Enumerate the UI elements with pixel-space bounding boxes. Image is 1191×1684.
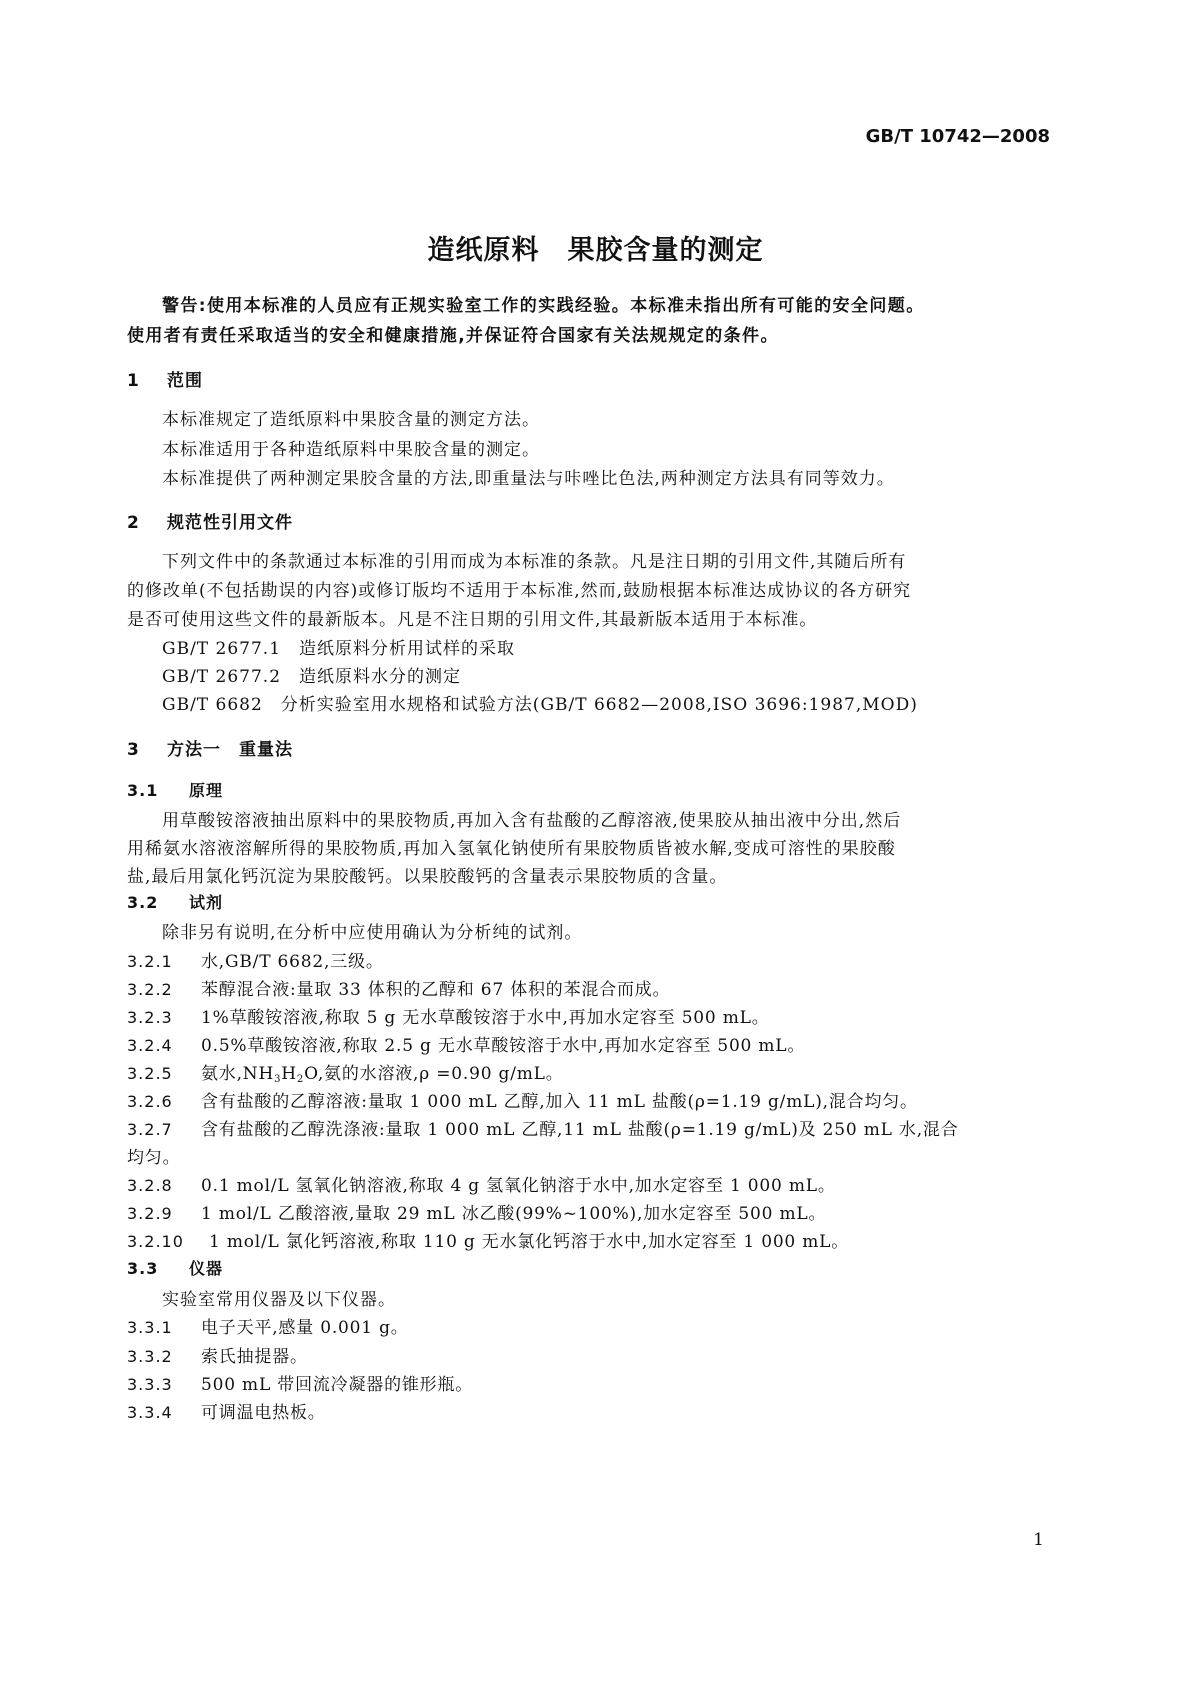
subsection-3-2-number: 3.2 xyxy=(127,893,159,912)
section-2-intro-line: 是否可使用这些文件的最新版本。凡是不注日期的引用文件,其最新版本适用于本标准。 xyxy=(127,610,818,630)
reagent-item xyxy=(127,1115,959,1140)
subsection-3-3-title: 仪器 xyxy=(189,1259,224,1278)
subsection-3-3-number: 3.3 xyxy=(127,1259,159,1278)
section-3-heading xyxy=(127,735,293,760)
section-1-para: 本标准提供了两种测定果胶含量的方法,即重量法与咔唑比色法,两种测定方法具有同等效力。 xyxy=(162,469,895,489)
reagents-intro: 除非另有说明,在分析中应使用确认为分析纯的试剂。 xyxy=(162,923,583,943)
item-text: 水,GB/T 6682,三级。 xyxy=(201,952,384,972)
subsection-3-2-heading xyxy=(127,890,223,913)
section-1-para: 本标准规定了造纸原料中果胶含量的测定方法。 xyxy=(162,410,540,430)
item-text: 1 mol/L 氯化钙溶液,称取 110 g 无水氯化钙溶于水中,加水定容至 1 000 mL。 xyxy=(209,1232,850,1252)
item-text: 电子天平,感量 0.001 g。 xyxy=(201,1318,409,1338)
item-text: 含有盐酸的乙醇洗涤液:量取 1 000 mL 乙醇,11 mL 盐酸(ρ=1.19 g/mL)及 250 mL 水,混合 xyxy=(201,1120,959,1140)
item-number: 3.2.6 xyxy=(127,1092,173,1111)
reagent-item xyxy=(127,1087,918,1112)
item-text: 苯醇混合液:量取 33 体积的乙醇和 67 体积的苯混合而成。 xyxy=(201,980,671,1000)
normative-reference: GB/T 6682 分析实验室用水规格和试验方法(GB/T 6682—2008,ISO 3696:1987,MOD) xyxy=(162,695,918,715)
warning-line-2: 使用者有责任采取适当的安全和健康措施,并保证符合国家有关法规规定的条件。 xyxy=(127,326,779,346)
reagent-item xyxy=(127,1031,805,1056)
standard-number: GB/T 10742—2008 xyxy=(865,126,1050,147)
item-text: 0.5%草酸铵溶液,称取 2.5 g 无水草酸铵溶于水中,再加水定容至 500 mL。 xyxy=(201,1036,806,1056)
subsection-3-1-heading xyxy=(127,778,223,801)
reagent-item xyxy=(127,975,670,1000)
reagent-item xyxy=(127,1227,849,1252)
principle-line: 用草酸铵溶液抽出原料中的果胶物质,再加入含有盐酸的乙醇溶液,使果胶从抽出液中分出,然后 xyxy=(162,811,902,831)
item-text: 氨水,NH xyxy=(201,1064,275,1084)
subsection-3-1-number: 3.1 xyxy=(127,781,159,800)
item-text: 索氏抽提器。 xyxy=(201,1347,308,1367)
reagent-item xyxy=(127,1059,564,1085)
subsection-3-1-title: 原理 xyxy=(189,781,224,800)
item-number: 3.2.9 xyxy=(127,1204,173,1223)
page-number: 1 xyxy=(1033,1530,1044,1550)
reagent-item-continuation: 均匀。 xyxy=(127,1148,181,1168)
item-text: 0.1 mol/L 氢氧化钠溶液,称取 4 g 氢氧化钠溶于水中,加水定容至 1 000 mL。 xyxy=(201,1176,836,1196)
item-text: O,氨的水溶液,ρ =0.90 g/mL。 xyxy=(304,1064,564,1084)
section-2-number: 2 xyxy=(127,513,140,533)
normative-reference: GB/T 2677.1 造纸原料分析用试样的采取 xyxy=(162,639,516,659)
item-number: 3.2.8 xyxy=(127,1176,173,1195)
apparatus-item xyxy=(127,1370,473,1395)
item-number: 3.3.2 xyxy=(127,1347,173,1366)
section-3-title: 方法一 重量法 xyxy=(167,740,293,760)
subsection-3-3-heading xyxy=(127,1256,223,1279)
item-text: H xyxy=(281,1064,297,1084)
item-number: 3.2.5 xyxy=(127,1064,173,1083)
section-1-para: 本标准适用于各种造纸原料中果胶含量的测定。 xyxy=(162,440,540,460)
item-text: 可调温电热板。 xyxy=(201,1403,326,1423)
section-1-heading xyxy=(127,366,203,391)
item-number: 3.2.4 xyxy=(127,1036,173,1055)
item-number: 3.3.1 xyxy=(127,1318,173,1337)
apparatus-intro: 实验室常用仪器及以下仪器。 xyxy=(162,1290,396,1310)
item-number: 3.2.7 xyxy=(127,1120,173,1139)
subscript: 3 xyxy=(274,1074,282,1085)
reagent-item xyxy=(127,1199,826,1224)
apparatus-item xyxy=(127,1313,409,1338)
normative-reference: GB/T 2677.2 造纸原料水分的测定 xyxy=(162,667,462,687)
section-2-title: 规范性引用文件 xyxy=(167,513,293,533)
item-number: 3.3.3 xyxy=(127,1375,173,1394)
warning-line-1: 警告:使用本标准的人员应有正规实验室工作的实践经验。本标准未指出所有可能的安全问题。 xyxy=(162,296,925,316)
document-title: 造纸原料 果胶含量的测定 xyxy=(427,235,764,266)
section-1-number: 1 xyxy=(127,371,140,391)
item-text: 1%草酸铵溶液,称取 5 g 无水草酸铵溶于水中,再加水定容至 500 mL。 xyxy=(201,1008,770,1028)
subsection-3-2-title: 试剂 xyxy=(189,893,224,912)
reagent-item xyxy=(127,1003,770,1028)
section-2-intro-line: 的修改单(不包括勘误的内容)或修订版均不适用于本标准,然而,鼓励根据本标准达成协议的各方研究 xyxy=(127,581,912,601)
section-1-title: 范围 xyxy=(167,371,203,391)
item-text: 500 mL 带回流冷凝器的锥形瓶。 xyxy=(201,1375,474,1395)
reagent-item xyxy=(127,1171,836,1196)
item-number: 3.2.3 xyxy=(127,1008,173,1027)
item-number: 3.2.10 xyxy=(127,1232,184,1251)
apparatus-item xyxy=(127,1342,308,1367)
principle-line: 用稀氨水溶液溶解所得的果胶物质,再加入氢氧化钠使所有果胶物质皆被水解,变成可溶性的果胶酸 xyxy=(127,839,896,859)
item-text: 含有盐酸的乙醇溶液:量取 1 000 mL 乙醇,加入 11 mL 盐酸(ρ=1.19 g/mL),混合均匀。 xyxy=(201,1092,918,1112)
section-2-heading xyxy=(127,508,293,533)
item-number: 3.2.2 xyxy=(127,980,173,999)
subscript: 2 xyxy=(296,1074,305,1085)
section-2-intro-line: 下列文件中的条款通过本标准的引用而成为本标准的条款。凡是注日期的引用文件,其随后所有 xyxy=(162,552,907,572)
section-3-number: 3 xyxy=(127,740,140,760)
item-number: 3.2.1 xyxy=(127,952,173,971)
reagent-item xyxy=(127,947,384,972)
apparatus-item xyxy=(127,1398,326,1423)
item-number: 3.3.4 xyxy=(127,1403,173,1422)
item-text: 1 mol/L 乙酸溶液,量取 29 mL 冰乙酸(99%~100%),加水定容至 500 mL。 xyxy=(201,1204,827,1224)
principle-line: 盐,最后用氯化钙沉淀为果胶酸钙。以果胶酸钙的含量表示果胶物质的含量。 xyxy=(127,867,728,887)
